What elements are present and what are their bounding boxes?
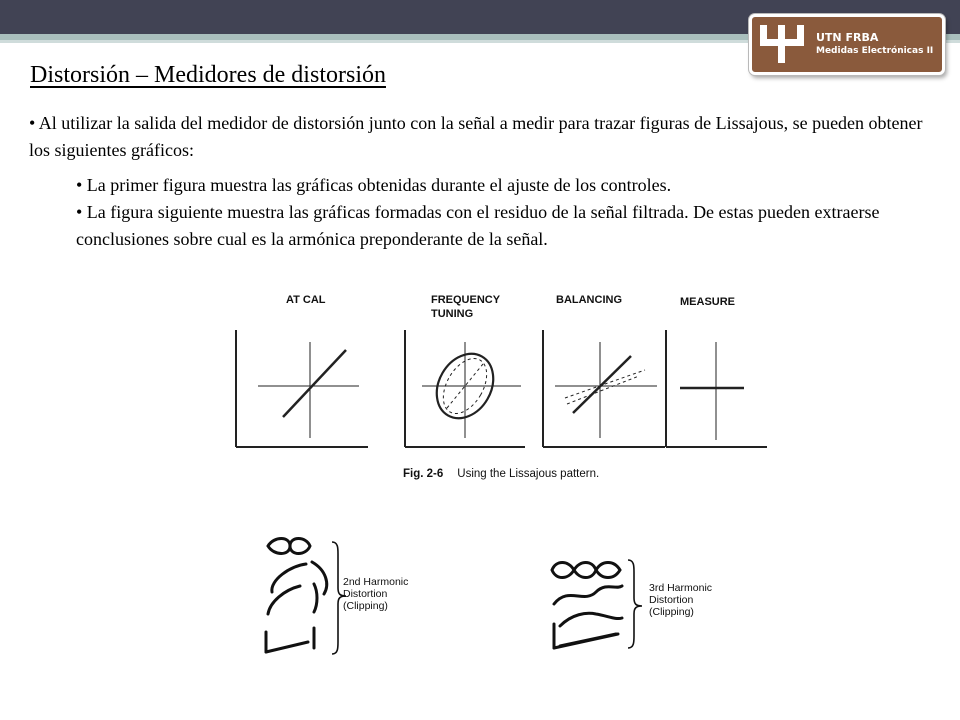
label-measure: MEASURE bbox=[680, 296, 736, 308]
lissajous-figure bbox=[225, 280, 785, 490]
third-harmonic-label bbox=[649, 582, 712, 618]
sub-bullet-2: • La figura siguiente muestra las gráficas formadas con el residuo de la señal filtrada. De estas pueden extraerse conclusiones sobre cual es la armónica preponderante de la señal. bbox=[76, 202, 880, 249]
sub-bullet-1: • La primer figura muestra las gráficas obtenidas durante el ajuste de los controles. bbox=[76, 175, 672, 195]
figure-caption bbox=[403, 468, 599, 480]
caption-text: Using the Lissajous pattern. bbox=[457, 468, 600, 480]
panel-frequency-tuning bbox=[405, 330, 525, 447]
second-harmonic-line3: (Clipping) bbox=[343, 600, 388, 612]
slide-title: Distorsión – Medidores de distorsión bbox=[30, 62, 386, 88]
third-harmonic-patterns bbox=[552, 563, 622, 649]
label-frequency: FREQUENCY bbox=[431, 294, 501, 306]
third-harmonic-line1: 3rd Harmonic bbox=[649, 582, 713, 594]
second-harmonic-line2: Distortion bbox=[343, 588, 388, 600]
second-harmonic-label bbox=[343, 576, 408, 612]
second-harmonic-line1: 2nd Harmonic bbox=[343, 576, 409, 588]
label-tuning: TUNING bbox=[431, 308, 474, 320]
lissajous-panels bbox=[225, 280, 785, 490]
third-harmonic-line3: (Clipping) bbox=[649, 606, 694, 618]
logo-title: UTN FRBA bbox=[816, 31, 879, 44]
panel-at-cal bbox=[236, 330, 368, 447]
main-bullet: • Al utilizar la salida del medidor de distorsión junto con la señal a medir para trazar figuras de Lissajous, se pueden obtener los siguientes gráficos: bbox=[29, 113, 923, 160]
utn-logo-badge bbox=[749, 14, 945, 75]
label-at-cal: AT CAL bbox=[286, 294, 326, 306]
utn-logo-icon bbox=[757, 22, 807, 66]
logo-subtitle: Medidas Electrónicas II bbox=[816, 46, 934, 56]
caption-fig-number: Fig. 2-6 bbox=[403, 468, 444, 480]
panel-balancing bbox=[543, 330, 665, 447]
third-harmonic-line2: Distortion bbox=[649, 594, 694, 606]
brace-third-harmonic bbox=[628, 560, 642, 648]
harmonic-distortion-figure bbox=[250, 530, 730, 670]
panel-measure bbox=[666, 330, 767, 447]
label-balancing: BALANCING bbox=[556, 294, 622, 306]
second-harmonic-patterns bbox=[266, 539, 327, 653]
